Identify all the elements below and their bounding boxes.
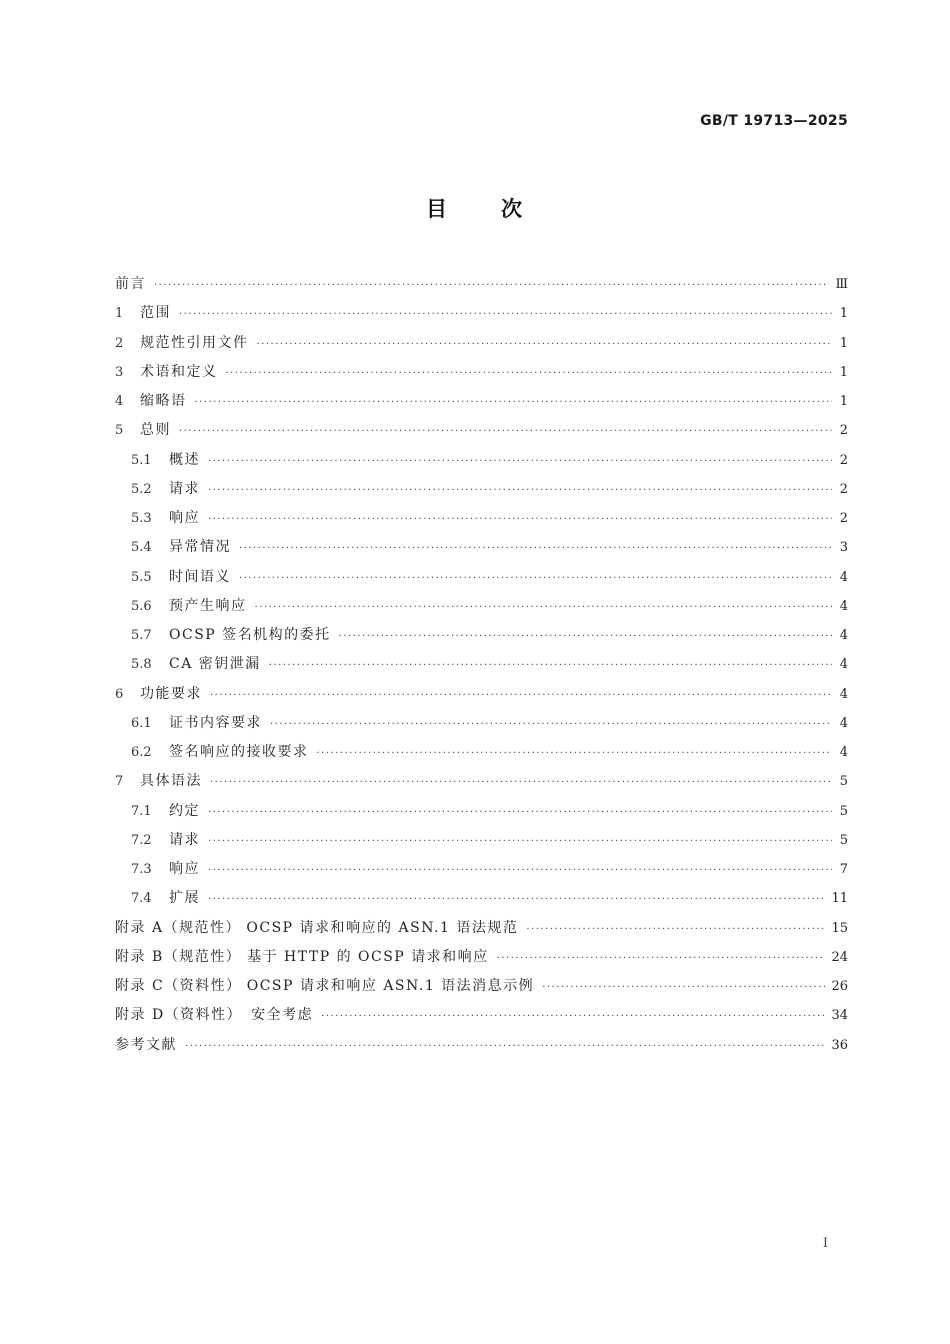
- toc-entry-page: 4: [839, 686, 848, 702]
- annex-tag: 附录 B（规范性）: [115, 948, 242, 965]
- dot-leader: [210, 767, 832, 796]
- toc-entry-2[interactable]: [115, 329, 848, 358]
- toc-entry-label: 安全考虑: [251, 1007, 314, 1024]
- toc-entry-6[interactable]: [115, 680, 848, 709]
- toc-entry-label: 术语和定义: [140, 363, 218, 380]
- toc-entry-page: 1: [839, 335, 848, 351]
- toc-entry-5-8[interactable]: [115, 650, 848, 679]
- toc-entry-page: 1: [839, 306, 848, 322]
- toc-entry-number: 6.1: [131, 715, 152, 731]
- toc-entry-5-6[interactable]: [115, 592, 848, 621]
- toc-entry-label: 约定: [169, 802, 200, 819]
- annex-tag: 附录 D（资料性）: [115, 1007, 243, 1024]
- dot-leader: [257, 329, 833, 358]
- toc-entry-number: 5.7: [131, 628, 152, 643]
- toc-entry-label: 总则: [140, 422, 171, 439]
- toc-entry-page: 5: [839, 832, 848, 848]
- toc-entry-number: 5.5: [131, 569, 152, 585]
- toc-entry-5-7[interactable]: [115, 621, 848, 650]
- toc-entry-label: 请求: [169, 831, 200, 848]
- toc-entry-annex-c[interactable]: [115, 972, 848, 1001]
- toc-entry-7-3[interactable]: [115, 855, 848, 884]
- toc-entry-7[interactable]: [115, 767, 848, 796]
- toc-entry-label: OCSP 签名机构的委托: [169, 627, 331, 643]
- toc-entry-label: 响应: [169, 861, 200, 877]
- dot-leader: [317, 738, 833, 767]
- toc-entry-5-5[interactable]: [115, 563, 848, 592]
- toc-entry-number: 5.8: [131, 657, 152, 673]
- toc-entry-page: 7: [839, 862, 848, 877]
- toc-entry-page: 36: [831, 1037, 848, 1053]
- toc-entry-number: 5.6: [131, 598, 152, 614]
- toc-entry-page: 1: [839, 394, 848, 409]
- toc-entry-number: 5: [115, 423, 124, 439]
- standard-number: GB/T 19713—2025: [700, 113, 848, 129]
- toc-entry-page: 4: [839, 745, 848, 760]
- toc-entry-label: 参考文献: [115, 1036, 177, 1053]
- toc-entry-label: 规范性引用文件: [140, 334, 249, 351]
- dot-leader: [269, 650, 832, 679]
- toc-entry-page: 2: [839, 423, 848, 439]
- dot-leader: [208, 475, 832, 504]
- toc-entry-7-2[interactable]: [115, 826, 848, 855]
- dot-leader: [185, 1031, 825, 1060]
- toc-entry-7-1[interactable]: [115, 797, 848, 826]
- toc-entry-annex-a[interactable]: [115, 914, 848, 943]
- toc-entry-page: 4: [839, 628, 848, 643]
- dot-leader: [270, 709, 832, 738]
- toc-entry-5-3[interactable]: [115, 504, 848, 533]
- toc-entry-label: 功能要求: [140, 685, 202, 702]
- dot-leader: [208, 855, 832, 884]
- toc-entry-label: 前言: [115, 276, 146, 292]
- toc-entry-4[interactable]: [115, 387, 848, 416]
- dot-leader: [526, 914, 825, 943]
- toc-entry-page: 2: [839, 452, 848, 468]
- toc-entry-label: OCSP 请求和响应 ASN.1 语法消息示例: [246, 978, 535, 994]
- dot-leader: [255, 592, 833, 621]
- dot-leader: [195, 387, 833, 416]
- dot-leader: [339, 621, 832, 650]
- dot-leader: [210, 680, 832, 709]
- dot-leader: [154, 270, 829, 299]
- toc-entry-label: 缩略语: [140, 393, 187, 409]
- toc-entry-5-2[interactable]: [115, 475, 848, 504]
- toc-entry-5[interactable]: [115, 416, 848, 445]
- dot-leader: [226, 358, 833, 387]
- toc-entry-label: 请求: [169, 480, 200, 497]
- toc-entry-page: 24: [831, 949, 848, 965]
- title-part-2: 次: [501, 197, 524, 221]
- dot-leader: [239, 563, 832, 592]
- dot-leader: [179, 416, 832, 445]
- page-number: I: [822, 1236, 828, 1251]
- toc-entry-label: 响应: [169, 510, 200, 526]
- toc-entry-number: 7.3: [131, 862, 152, 877]
- toc-entry-number: 3: [115, 364, 124, 380]
- dot-leader: [179, 299, 832, 328]
- toc-entry-number: 5.2: [131, 481, 152, 497]
- toc-entry-number: 7.1: [131, 803, 152, 819]
- toc-entry-page: 2: [839, 511, 848, 526]
- toc-entry-5-1[interactable]: [115, 446, 848, 475]
- toc-entry-number: 6: [115, 686, 124, 702]
- toc-entry-page: 5: [839, 774, 848, 790]
- dot-leader: [208, 884, 825, 913]
- toc-entry-page: 26: [831, 979, 848, 994]
- toc-entry-label: 时间语义: [169, 568, 231, 585]
- dot-leader: [208, 504, 832, 533]
- toc-entry-number: 4: [115, 394, 124, 409]
- toc-entry-page: 4: [839, 715, 848, 731]
- annex-tag: 附录 C（资料性）: [115, 978, 242, 994]
- toc-entry-label: 基于 HTTP 的 OCSP 请求和响应: [247, 948, 489, 965]
- toc-entry-page: 11: [831, 891, 848, 907]
- dot-leader: [208, 446, 832, 475]
- toc-entry-label: OCSP 请求和响应的 ASN.1 语法规范: [246, 919, 519, 936]
- toc-entry-6-1[interactable]: [115, 709, 848, 738]
- toc-entry-label: 范围: [140, 305, 171, 322]
- dot-leader: [239, 533, 832, 562]
- table-of-contents: [115, 270, 848, 1060]
- toc-entry-number: 7.4: [131, 891, 152, 907]
- dot-leader: [208, 826, 832, 855]
- toc-entry-annex-b[interactable]: [115, 943, 848, 972]
- toc-entry-5-4[interactable]: [115, 533, 848, 562]
- toc-entry-page: 1: [839, 364, 848, 380]
- toc-entry-page: 15: [831, 920, 848, 936]
- toc-entry-label: CA 密钥泄漏: [169, 656, 261, 673]
- dot-leader: [497, 943, 826, 972]
- toc-entry-number: 7.2: [131, 832, 152, 848]
- toc-entry-label: 具体语法: [140, 773, 202, 790]
- toc-entry-number: 5.1: [131, 452, 152, 468]
- toc-entry-label: 证书内容要求: [169, 714, 262, 731]
- toc-entry-page: 2: [839, 481, 848, 497]
- dot-leader: [542, 972, 825, 1001]
- annex-tag: 附录 A（规范性）: [115, 919, 242, 936]
- toc-entry-label: 异常情况: [169, 539, 231, 556]
- toc-entry-number: 1: [115, 306, 124, 322]
- toc-entry-page: 4: [839, 569, 848, 585]
- toc-entry-3[interactable]: [115, 358, 848, 387]
- toc-entry-label: 签名响应的接收要求: [169, 744, 309, 760]
- toc-entry-label: 扩展: [169, 890, 200, 907]
- toc-entry-number: 7: [115, 774, 124, 790]
- toc-entry-6-2[interactable]: [115, 738, 848, 767]
- toc-entry-1[interactable]: [115, 299, 848, 328]
- toc-entry-foreword[interactable]: [115, 270, 848, 299]
- toc-entry-page: 4: [839, 598, 848, 614]
- title-part-1: 目: [426, 197, 449, 221]
- toc-entry-7-4[interactable]: [115, 884, 848, 913]
- toc-entry-page: 3: [839, 540, 848, 556]
- toc-entry-annex-d[interactable]: [115, 1001, 848, 1030]
- toc-entry-number: 2: [115, 335, 124, 351]
- toc-entry-number: 5.3: [131, 511, 152, 526]
- toc-entry-label: 概述: [169, 451, 200, 468]
- toc-entry-page: Ⅲ: [835, 277, 848, 292]
- dot-leader: [208, 797, 832, 826]
- toc-entry-page: 34: [831, 1008, 848, 1024]
- toc-entry-label: 预产生响应: [169, 597, 247, 614]
- toc-entry-page: 5: [839, 803, 848, 819]
- toc-entry-number: 6.2: [131, 745, 152, 760]
- toc-entry-bibliography[interactable]: [115, 1031, 848, 1060]
- toc-entry-page: 4: [839, 657, 848, 673]
- toc-entry-number: 5.4: [131, 540, 152, 556]
- page-title: [0, 193, 950, 223]
- dot-leader: [321, 1001, 825, 1030]
